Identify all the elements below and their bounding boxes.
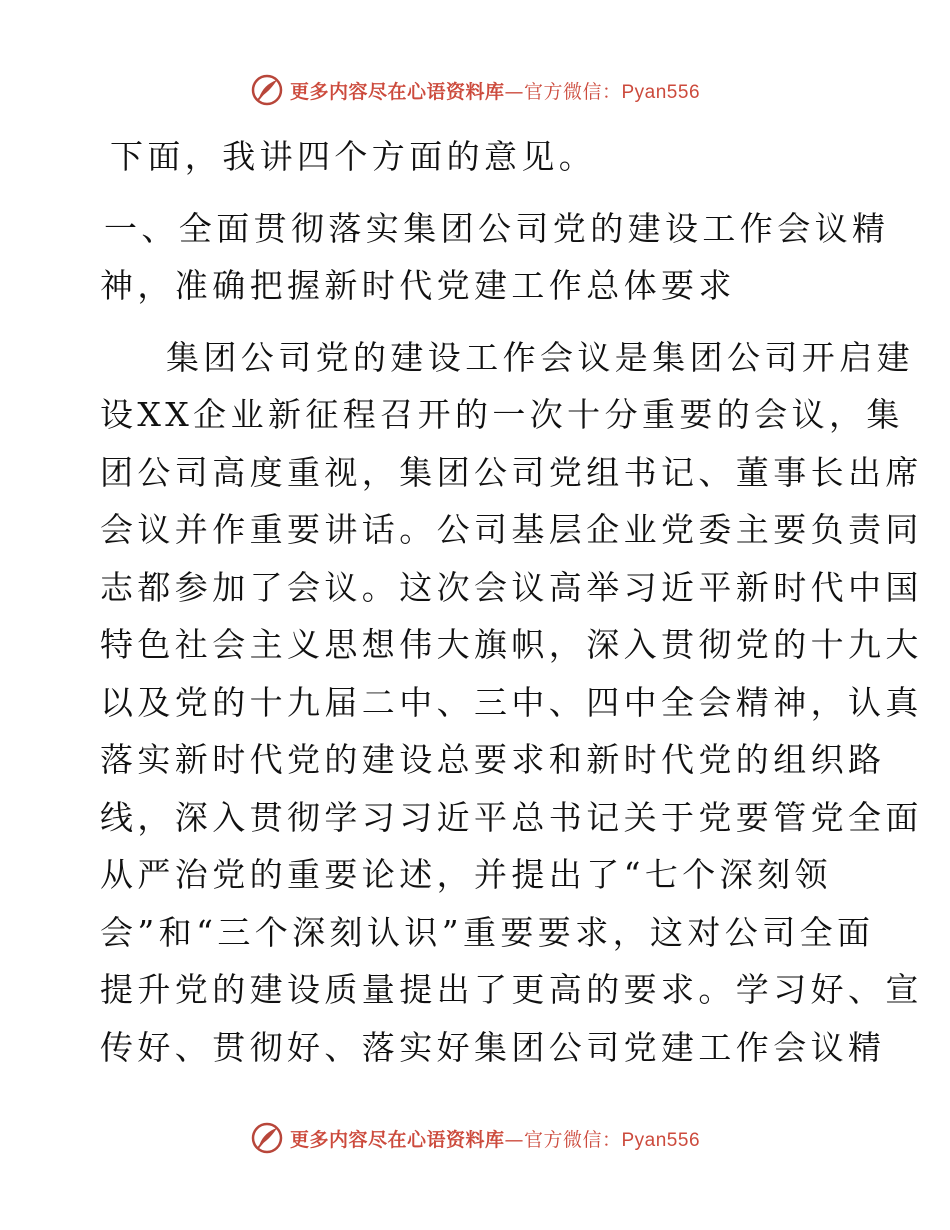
watermark-text	[290, 77, 700, 104]
paragraph-line: 线，深入贯彻学习习近平总书记关于党要管党全面	[100, 797, 923, 837]
watermark-main: 更多内容尽在心语资料库	[289, 80, 505, 103]
watermark-main: 更多内容尽在心语资料库	[289, 1128, 505, 1151]
quill-logo-icon	[250, 73, 284, 107]
paragraph-line: 以及党的十九届二中、三中、四中全会精神，认真	[100, 682, 923, 722]
paragraph-line: 集团公司党的建设工作会议是集团公司开启建	[166, 337, 914, 377]
header-watermark	[0, 70, 950, 110]
paragraph-line: 落实新时代党的建设总要求和新时代党的组织路	[100, 740, 886, 779]
quill-logo-icon	[250, 1121, 284, 1155]
section-heading-line-1: 一、全面贯彻落实集团公司党的建设工作会议精	[104, 208, 890, 248]
watermark-dash: —	[504, 80, 524, 103]
watermark-text	[290, 1125, 700, 1152]
document-body	[100, 128, 923, 1076]
watermark-dash: —	[504, 1128, 524, 1151]
paragraph-line: 传好、贯彻好、落实好集团公司党建工作会议精	[100, 1027, 886, 1067]
watermark-id: Pyan556	[621, 81, 701, 103]
paragraph-line: 从严治党的重要论述，并提出了“七个深刻领	[100, 855, 832, 894]
watermark-sub: 官方微信：	[523, 1128, 622, 1151]
paragraph-line: 设XX企业新征程召开的一次十分重要的会议，集	[100, 395, 904, 434]
paragraph-line: 提升党的建设质量提出了更高的要求。学习好、宣	[100, 970, 923, 1009]
paragraph-line: 特色社会主义思想伟大旗帜，深入贯彻党的十九大	[100, 625, 923, 664]
paragraph-line: 会”和“三个深刻认识”重要要求，这对公司全面	[100, 912, 875, 952]
paragraph-line: 会议并作重要讲话。公司基层企业党委主要负责同	[100, 510, 923, 549]
watermark-sub: 官方微信：	[523, 80, 622, 103]
footer-watermark	[0, 1118, 950, 1158]
watermark-id: Pyan556	[621, 1129, 701, 1151]
paragraph-line: 团公司高度重视，集团公司党组书记、董事长出席	[100, 452, 923, 492]
paragraph-line: 志都参加了会议。这次会议高举习近平新时代中国	[100, 567, 923, 607]
intro-line: 下面，我讲四个方面的意见。	[110, 137, 597, 176]
section-heading-line-2: 神，准确把握新时代党建工作总体要求	[100, 266, 736, 305]
